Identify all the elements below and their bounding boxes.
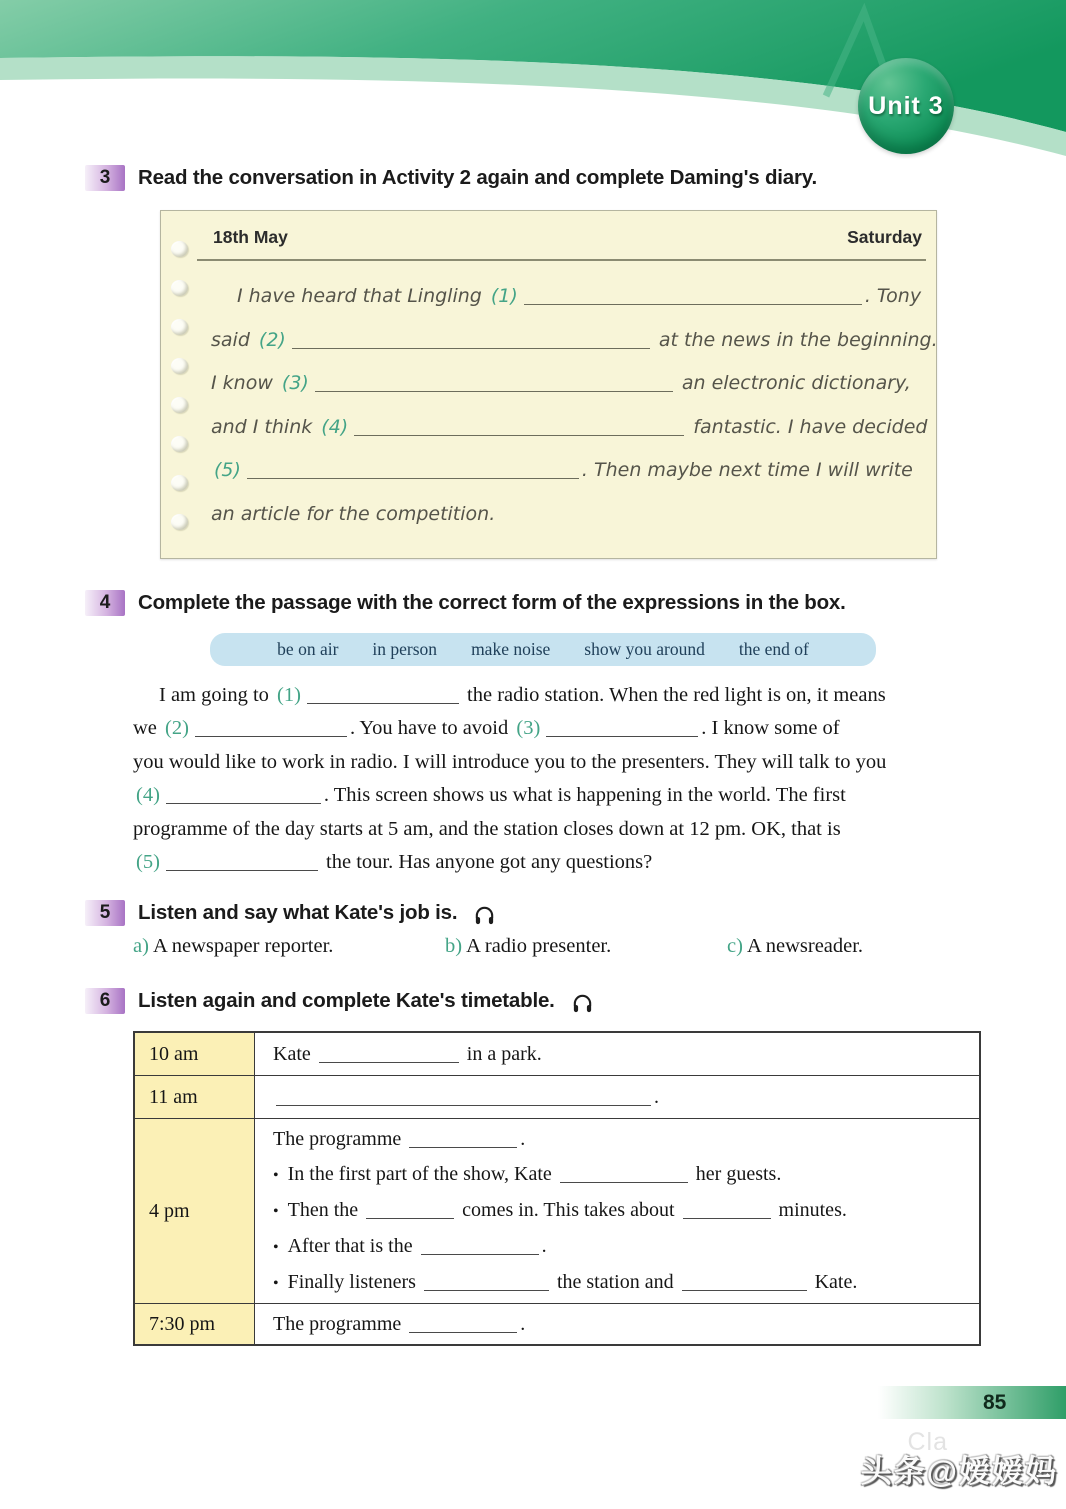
blank-underline [560, 1178, 688, 1183]
text-segment: and I think [211, 415, 319, 438]
exercise-5-title: Listen and say what Kate's job is. [138, 901, 458, 924]
watermark: 头条@嫒嫒妈 [860, 1454, 1058, 1489]
binding-hole-icon [171, 241, 188, 257]
item-number: (4) [321, 415, 349, 438]
text-segment: . [520, 1127, 526, 1150]
text-segment: . This screen shows us what is happening in the world. The first [323, 784, 846, 807]
blank-underline [166, 866, 318, 871]
text-line [133, 746, 973, 779]
text-segment: an electronic dictionary, [675, 372, 911, 394]
blank-underline [315, 387, 673, 392]
binding-hole-icon [171, 475, 188, 491]
exercise-6-number-badge: 6 [85, 988, 125, 1014]
text-segment: said [211, 328, 256, 351]
text-line [133, 679, 973, 712]
expression-item: in person [372, 639, 438, 659]
blank-underline [319, 1058, 459, 1063]
option-letter: c) [727, 935, 743, 957]
text-segment: in a park. [461, 1042, 542, 1065]
text-segment: . Then maybe next time I will write [581, 459, 913, 481]
bullet-icon: • [273, 1202, 279, 1220]
diary-day: Saturday [847, 227, 922, 247]
blank-underline [409, 1143, 517, 1148]
binding-hole-icon [171, 397, 188, 413]
blank-underline [421, 1250, 539, 1255]
text-segment: the radio station. When the red light is on, it means [461, 684, 886, 706]
diary-divider [197, 259, 926, 261]
timetable-row [135, 1118, 979, 1303]
text-line [211, 362, 922, 406]
blank-underline [524, 300, 862, 305]
text-segment: fantastic. I have decided [687, 415, 928, 438]
text-segment: I know [211, 372, 279, 394]
text-line [273, 1229, 979, 1265]
binding-hole-icon [171, 436, 188, 452]
text-line [273, 1080, 979, 1115]
text-line [273, 1307, 979, 1342]
text-segment: I have heard that Lingling [237, 285, 488, 307]
text-segment: programme of the day starts at 5 am, and the station closes down at 12 pm. OK, that is [133, 817, 841, 840]
item-number: (3) [516, 717, 541, 740]
diary-card [160, 210, 937, 559]
text-line [133, 846, 973, 879]
text-segment: the station and [551, 1270, 679, 1293]
diary-date: 18th May [213, 227, 288, 247]
item-number: (1) [490, 285, 518, 307]
item-number: (5) [214, 459, 241, 481]
text-line [211, 275, 922, 319]
text-line [133, 779, 973, 812]
blank-underline [409, 1328, 517, 1333]
content-cell [255, 1119, 979, 1303]
expression-item: be on air [277, 639, 339, 659]
text-segment: the tour. Has anyone got any questions? [320, 851, 653, 874]
answer-option [445, 935, 727, 958]
text-segment: . [541, 1234, 547, 1257]
text-segment: comes in. This takes about [457, 1198, 680, 1221]
timetable-row [135, 1033, 979, 1075]
exercise-4-number-badge: 4 [85, 590, 125, 616]
binding-hole-icon [171, 358, 188, 374]
text-segment: In the first part of the show, Kate [287, 1162, 557, 1185]
bullet-icon: • [273, 1166, 279, 1184]
option-text: A newsreader. [746, 935, 864, 957]
text-line [211, 319, 938, 363]
blank-underline [307, 699, 459, 704]
text-line [273, 1037, 979, 1072]
option-letter: a) [133, 935, 149, 957]
text-line [211, 406, 928, 450]
blank-underline [683, 1214, 771, 1219]
text-line [273, 1193, 979, 1229]
content-cell [255, 1076, 979, 1118]
text-segment: The programme [273, 1127, 407, 1150]
text-segment: at the news in the beginning. [652, 328, 938, 351]
text-segment: The programme [273, 1312, 407, 1335]
text-segment: . Tony [864, 285, 922, 307]
text-segment: . [520, 1312, 526, 1335]
expressions-box [210, 633, 876, 666]
text-line [211, 493, 922, 537]
passage-text [133, 679, 973, 879]
text-line [273, 1122, 979, 1157]
diary-date-row [213, 227, 922, 248]
headphones-icon [473, 904, 496, 927]
text-segment: Then the [287, 1198, 364, 1221]
blank-underline [195, 732, 347, 737]
page-number-bar [878, 1386, 1066, 1419]
item-number: (3) [281, 372, 309, 394]
text-segment: . You have to avoid [349, 717, 514, 740]
text-line [133, 712, 973, 745]
blank-underline [682, 1286, 807, 1291]
expression-item: the end of [738, 639, 809, 659]
unit-badge [858, 58, 954, 154]
answer-option [133, 935, 445, 958]
timetable-row [135, 1075, 979, 1118]
item-number: (2) [165, 717, 189, 740]
text-line [133, 813, 973, 846]
exercise-5-number-badge: 5 [85, 900, 125, 926]
diary-text [211, 275, 938, 536]
item-number: (1) [277, 684, 301, 706]
watermark-faint: Cla [907, 1428, 948, 1456]
item-number: (5) [136, 851, 160, 874]
text-segment: . [654, 1085, 659, 1108]
headphones-icon [571, 992, 594, 1015]
exercise-5-header [85, 900, 496, 926]
text-segment: her guests. [690, 1162, 782, 1185]
time-cell: 10 am [135, 1033, 255, 1075]
answer-option [727, 935, 978, 958]
blank-underline [292, 344, 650, 349]
text-segment: minutes. [773, 1198, 847, 1221]
option-letter: b) [445, 935, 463, 957]
text-segment: . I know some of [701, 717, 840, 740]
text-segment: Kate [273, 1042, 316, 1065]
binding-hole-icon [171, 280, 188, 296]
content-cell [255, 1304, 979, 1344]
binding-hole-icon [171, 514, 188, 530]
text-segment: an article for the competition. [211, 502, 496, 525]
answer-options [133, 935, 978, 958]
timetable [133, 1031, 981, 1346]
option-text: A newspaper reporter. [152, 935, 334, 957]
blank-underline [366, 1214, 454, 1219]
item-number: (4) [136, 784, 160, 807]
content-cell [255, 1033, 979, 1075]
expression-item: show you around [584, 639, 705, 659]
text-segment: Finally listeners [287, 1270, 421, 1293]
time-cell: 11 am [135, 1076, 255, 1118]
blank-underline [276, 1101, 651, 1106]
text-segment: you would like to work in radio. I will introduce you to the presenters. They will talk to you [133, 750, 887, 773]
text-segment: Kate. [809, 1270, 858, 1293]
page-number: 85 [983, 1390, 1007, 1414]
blank-underline [354, 431, 684, 436]
text-segment: I am going to [159, 684, 275, 706]
text-segment: we [133, 717, 163, 740]
exercise-6-title: Listen again and complete Kate's timetable. [138, 989, 555, 1012]
exercise-3-number-badge: 3 [85, 165, 125, 191]
text-line [211, 449, 922, 493]
exercise-4-header [85, 590, 846, 616]
exercise-6-header [85, 988, 594, 1014]
text-line [273, 1157, 979, 1193]
option-text: A radio presenter. [466, 935, 612, 957]
blank-underline [166, 799, 321, 804]
expression-item: make noise [471, 639, 551, 659]
exercise-3-header [85, 165, 817, 191]
blank-underline [546, 732, 698, 737]
time-cell: 4 pm [135, 1119, 255, 1303]
timetable-row [135, 1303, 979, 1344]
blank-underline [424, 1286, 549, 1291]
text-segment: After that is the [287, 1234, 418, 1257]
exercise-4-title: Complete the passage with the correct form of the expressions in the box. [138, 591, 846, 614]
text-line [273, 1265, 979, 1301]
unit-badge-label: Unit 3 [868, 91, 944, 120]
exercise-3-title: Read the conversation in Activity 2 again and complete Daming's diary. [138, 166, 817, 189]
item-number: (2) [258, 328, 286, 351]
bullet-icon: • [273, 1238, 279, 1256]
time-cell: 7:30 pm [135, 1304, 255, 1344]
bullet-icon: • [273, 1274, 279, 1292]
binding-hole-icon [171, 319, 188, 335]
blank-underline [247, 474, 579, 479]
